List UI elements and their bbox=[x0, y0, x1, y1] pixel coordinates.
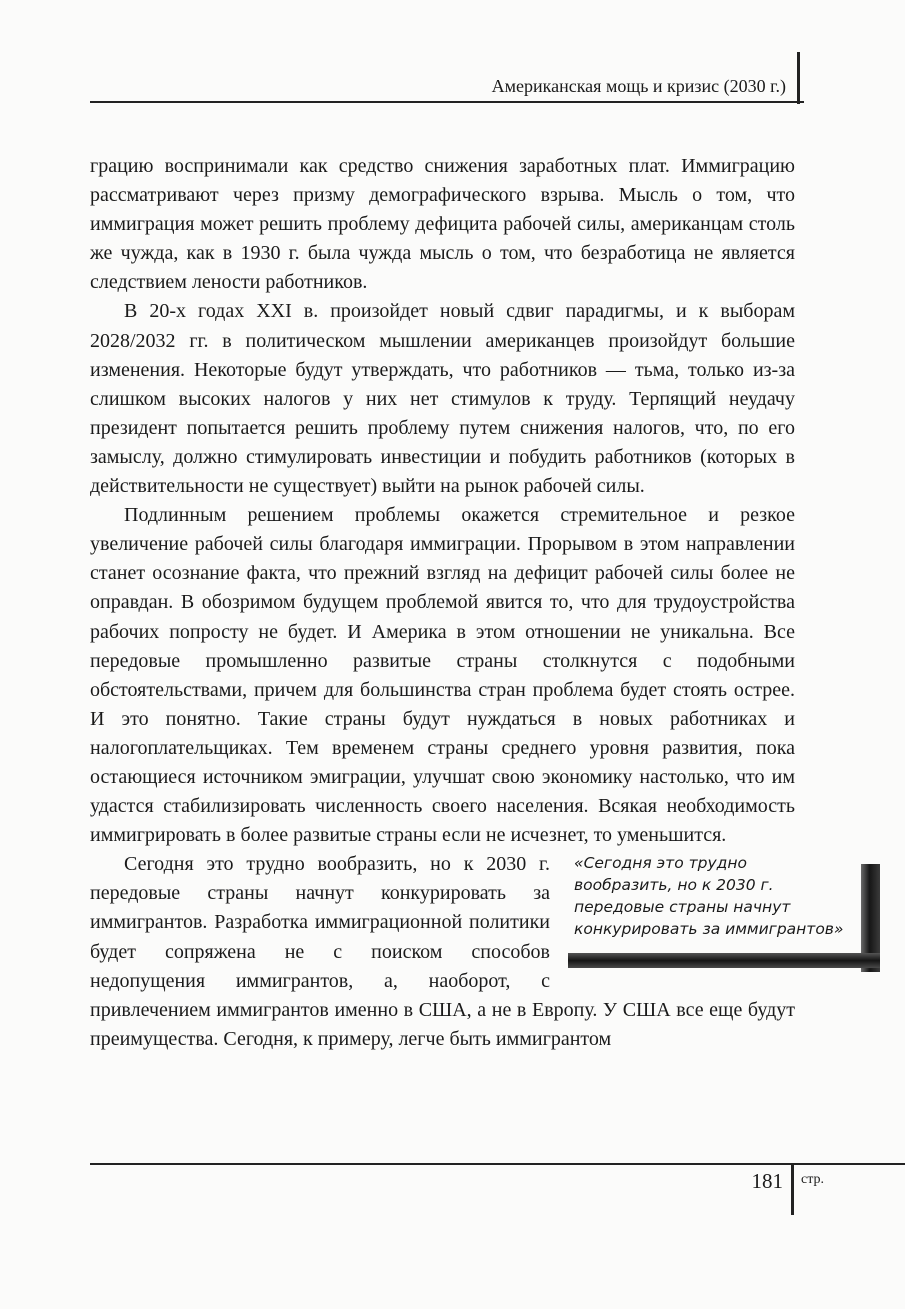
paragraph-4-text: Сегодня это трудно вообразить, но к 2030 г. передовые страны начнут конкурировать за иммигрантов. Разработка иммиграционной политики будет сопряжена не с поиском способов недопущения иммигрантов, а, наоборот, с привлечением иммигрантов именно в США, а не в Европу. У США все еще будут преимущества. Сегодня, к примеру, легче быть иммигрантом bbox=[90, 853, 795, 1050]
footer-rule bbox=[90, 1163, 905, 1165]
paragraph-2: В 20-х годах XXI в. произойдет новый сдвиг парадигмы, и к выборам 2028/2032 гг. в политическом мышлении американцев произойдут большие изменения. Некоторые будут утверждать, что работников — тьма, только из-за слишком высоких налогов у них нет стимулов к труду. Терпящий неудачу президент попытается решить проблему путем снижения налогов, что, по его замыслу, должно стимулировать инвестиции и побудить работников (которых в действительности не существует) выйти на рынок рабочей силы. bbox=[90, 300, 795, 498]
header-vertical-rule bbox=[797, 52, 800, 104]
running-header-title: Американская мощь и кризис (2030 г.) bbox=[491, 76, 786, 96]
body-text bbox=[90, 152, 844, 1054]
header-rule bbox=[90, 101, 804, 103]
page-number-suffix: стр. bbox=[801, 1172, 825, 1187]
paragraph-4 bbox=[90, 850, 844, 1054]
pullquote-box bbox=[568, 852, 880, 982]
paragraph-1: грацию воспринимали как средство снижения заработных плат. Иммиграцию рассматривают через призму демографического взрыва. Мысль о том, что иммиграция может решить проблему дефицита рабочей силы, американцам столь же чужда, как в 1930 г. была чужда мысль о том, что безработица не является следствием лености работников. bbox=[90, 155, 795, 294]
paragraph-3: Подлинным решением проблемы окажется стремительное и резкое увеличение рабочей силы благодаря иммиграции. Прорывом в этом направлении станет осознание факта, что прежний взгляд на дефицит рабочей силы более не оправдан. В обозримом будущем проблемой явится то, что для трудоустройства рабочих попросту не будет. И Америка в этом отношении не уникальна. Все передовые промышленно развитые страны столкнутся с подобными обстоятельствами, причем для большинства стран проблема будет стоять острее. И это понятно. Такие страны будут нуждаться в новых работниках и налогоплательщиках. Тем временем страны среднего уровня развития, пока остающиеся источником эмиграции, улучшат свою экономику настолько, что им удастся стабилизировать численность своего населения. Всякая необходимость иммигрировать в более развитые страны если не исчезнет, то уменьшится. bbox=[90, 504, 795, 847]
pullquote-text: «Сегодня это трудно вообразить, но к 2030 г. передовые страны начнут конкурировать за иммигрантов» bbox=[574, 854, 844, 939]
footer-vertical-rule bbox=[791, 1163, 794, 1215]
page-number: 181 bbox=[751, 1169, 783, 1193]
pullquote-shadow-bar-bottom bbox=[568, 953, 880, 968]
